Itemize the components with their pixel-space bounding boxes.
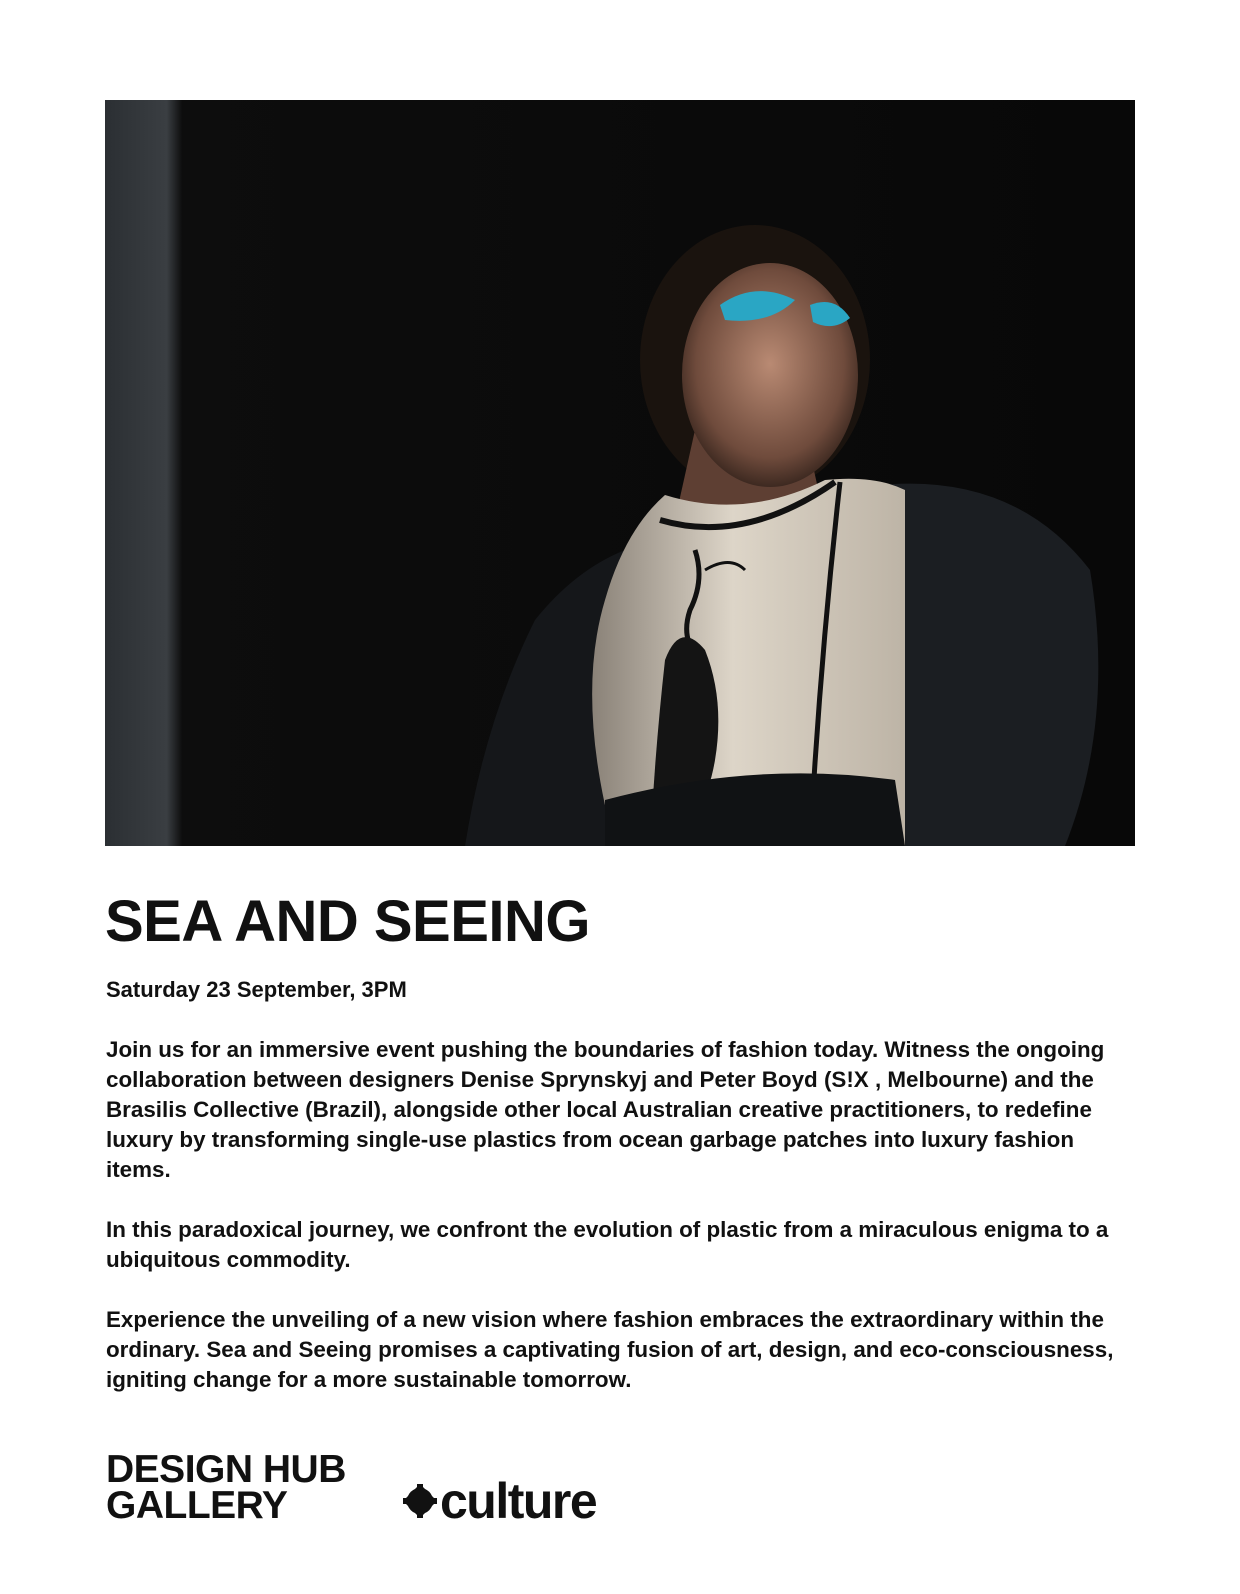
event-date: Saturday 23 September, 3PM — [106, 977, 407, 1002]
culture-logo — [402, 1473, 597, 1529]
description-paragraph: Join us for an immersive event pushing the boundaries of fashion today. Witness the ongoing collaboration between designers Denise Sprynskyj and Peter Boyd (S!X , Melbourne) and the Brasilis Collective (Brazil), alongside other local Australian creative practitioners, to redefine luxury by transforming single-use plastics from ocean garbage patches into luxury fashion items. — [106, 1037, 1105, 1182]
description-paragraph: In this paradoxical journey, we confront the evolution of plastic from a miraculous enigma to a ubiquitous commodity. — [106, 1217, 1109, 1272]
logo-line-2: GALLERY — [106, 1484, 288, 1527]
event-title: SEA AND SEEING — [105, 889, 591, 954]
hero-photo — [105, 100, 1135, 846]
logo-line-1: DESIGN HUB — [106, 1448, 346, 1491]
culture-mark-icon — [402, 1483, 438, 1519]
design-hub-gallery-logo — [106, 1448, 346, 1527]
description-paragraph: Experience the unveiling of a new vision where fashion embraces the extraordinary within the ordinary. Sea and Seeing promises a captivating fusion of art, design, and eco-consciousness, igniting change for a more sustainable tomorrow. — [106, 1307, 1114, 1392]
event-description — [106, 1035, 1126, 1425]
culture-wordmark: culture — [440, 1473, 597, 1529]
model-photo-illustration — [105, 100, 1135, 846]
